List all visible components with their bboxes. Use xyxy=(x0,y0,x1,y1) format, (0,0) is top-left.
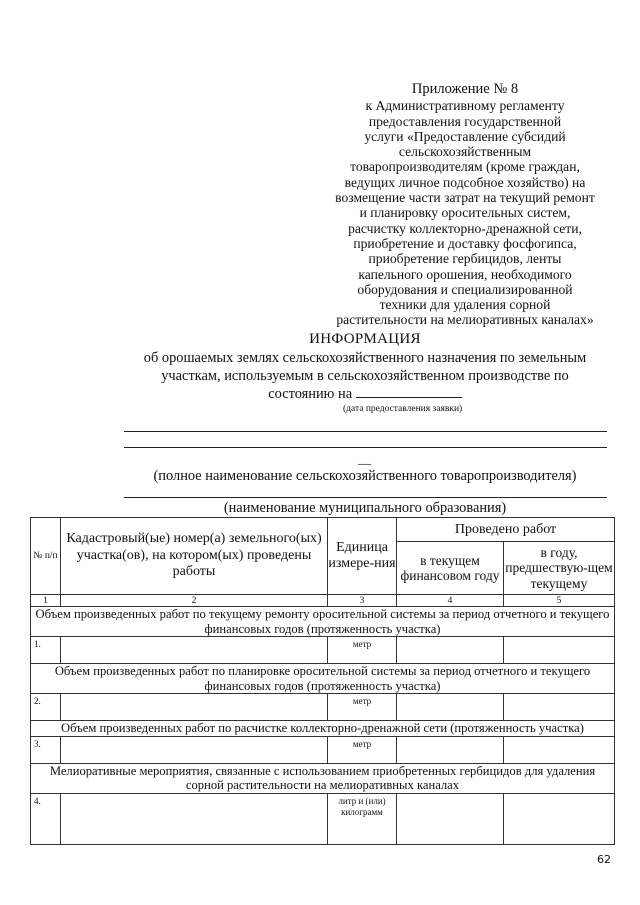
table-header-row xyxy=(31,518,615,542)
appendix-line: расчистку коллекторно-дренажной сети, xyxy=(348,220,582,236)
header-done: Проведено работ xyxy=(397,518,615,542)
index-row xyxy=(31,595,615,607)
section-row xyxy=(31,607,615,637)
section-row xyxy=(31,763,615,793)
table-row xyxy=(31,694,615,721)
appendix-line: товаропроизводителям (кроме граждан, xyxy=(350,159,580,175)
page-number: 62 xyxy=(597,853,611,866)
fill-line[interactable] xyxy=(124,431,607,432)
current-year-cell[interactable] xyxy=(397,637,504,664)
current-year-cell[interactable] xyxy=(397,736,504,763)
info-description xyxy=(128,350,602,404)
header-current-year: в текущем финансовом году xyxy=(397,542,504,595)
row-num: 1. xyxy=(31,637,61,664)
fill-line-dash: __ xyxy=(358,451,371,466)
index-cell: 3 xyxy=(328,595,397,607)
cadastral-cell[interactable] xyxy=(61,637,328,664)
appendix-line: оборудования и специализированной xyxy=(357,281,573,297)
index-cell: 5 xyxy=(504,595,615,607)
cadastral-cell[interactable] xyxy=(61,694,328,721)
appendix-line: растительности на мелиоративных каналах» xyxy=(336,312,594,328)
section-title: Объем произведенных работ по расчистке коллекторно-дренажной сети (протяженность участка) xyxy=(31,721,615,737)
appendix-line: возмещение части затрат на текущий ремонт xyxy=(335,190,595,206)
info-table xyxy=(30,517,615,845)
section-row xyxy=(31,721,615,737)
header-unit: Единица измере-ния xyxy=(328,518,397,595)
appendix-title: Приложение № 8 xyxy=(411,81,519,97)
appendix-line: приобретение и доставку фосфогипса, xyxy=(353,235,577,251)
date-caption: (дата предоставления заявки) xyxy=(343,404,463,414)
date-input-line[interactable] xyxy=(356,385,462,398)
info-text: об орошаемых землях сельскохозяйственного назначения по земельным участкам, используемым в сельскохозяйственном производстве по состоянию на xyxy=(143,350,587,402)
index-cell: 1 xyxy=(31,595,61,607)
appendix-block xyxy=(300,82,630,328)
table-row xyxy=(31,637,615,664)
appendix-line: техники для удаления сорной xyxy=(379,297,551,313)
appendix-line: капельного орошения, необходимого xyxy=(358,266,572,282)
table-row xyxy=(31,793,615,844)
current-year-cell[interactable] xyxy=(397,694,504,721)
table-row xyxy=(31,736,615,763)
index-cell: 4 xyxy=(397,595,504,607)
previous-year-cell[interactable] xyxy=(504,694,615,721)
previous-year-cell[interactable] xyxy=(504,637,615,664)
cadastral-cell[interactable] xyxy=(61,736,328,763)
previous-year-cell[interactable] xyxy=(504,793,615,844)
row-num: 4. xyxy=(31,793,61,844)
fill-line[interactable] xyxy=(124,497,607,498)
section-row xyxy=(31,664,615,694)
index-cell: 2 xyxy=(61,595,328,607)
section-title: Объем произведенных работ по текущему ремонту оросительной системы за период отчетного и текущего финансовых годов (протяженность участка) xyxy=(31,607,615,637)
appendix-line: и планировку оросительных систем, xyxy=(359,205,571,221)
cadastral-cell[interactable] xyxy=(61,793,328,844)
header-num: № п/п xyxy=(31,518,61,595)
appendix-line: сельскохозяйственным xyxy=(398,144,532,160)
current-year-cell[interactable] xyxy=(397,793,504,844)
farmer-caption: (полное наименование сельскохозяйственного товаропроизводителя) xyxy=(153,468,577,484)
fill-line[interactable] xyxy=(124,447,607,448)
previous-year-cell[interactable] xyxy=(504,736,615,763)
unit-cell: метр xyxy=(328,694,397,721)
appendix-line: предоставления государственной xyxy=(368,113,562,129)
municipality-caption: (наименование муниципального образования) xyxy=(223,500,507,516)
header-previous-year: в году, предшествую-щем текущему xyxy=(504,542,615,595)
appendix-line: приобретение гербицидов, ленты xyxy=(368,251,562,267)
document-title: ИНФОРМАЦИЯ xyxy=(309,331,421,347)
section-title: Мелиоративные мероприятия, связанные с использованием приобретенных гербицидов для удаления сорной растительности на мелиоративных каналах xyxy=(31,763,615,793)
unit-cell: метр xyxy=(328,736,397,763)
unit-cell: литр и (или) килограмм xyxy=(328,793,397,844)
unit-cell: метр xyxy=(328,637,397,664)
appendix-line: услуги «Предоставление субсидий xyxy=(364,128,566,144)
row-num: 2. xyxy=(31,694,61,721)
appendix-line: к Административному регламенту xyxy=(365,98,565,114)
row-num: 3. xyxy=(31,736,61,763)
appendix-line: ведущих личное подсобное хозяйство) на xyxy=(344,174,586,190)
section-title: Объем произведенных работ по планировке оросительной системы за период отчетного и текущего финансовых годов (протяженность участка) xyxy=(31,664,615,694)
header-cadastral: Кадастровый(ые) номер(а) земельного(ых) участка(ов), на котором(ых) проведены работы xyxy=(61,518,328,595)
